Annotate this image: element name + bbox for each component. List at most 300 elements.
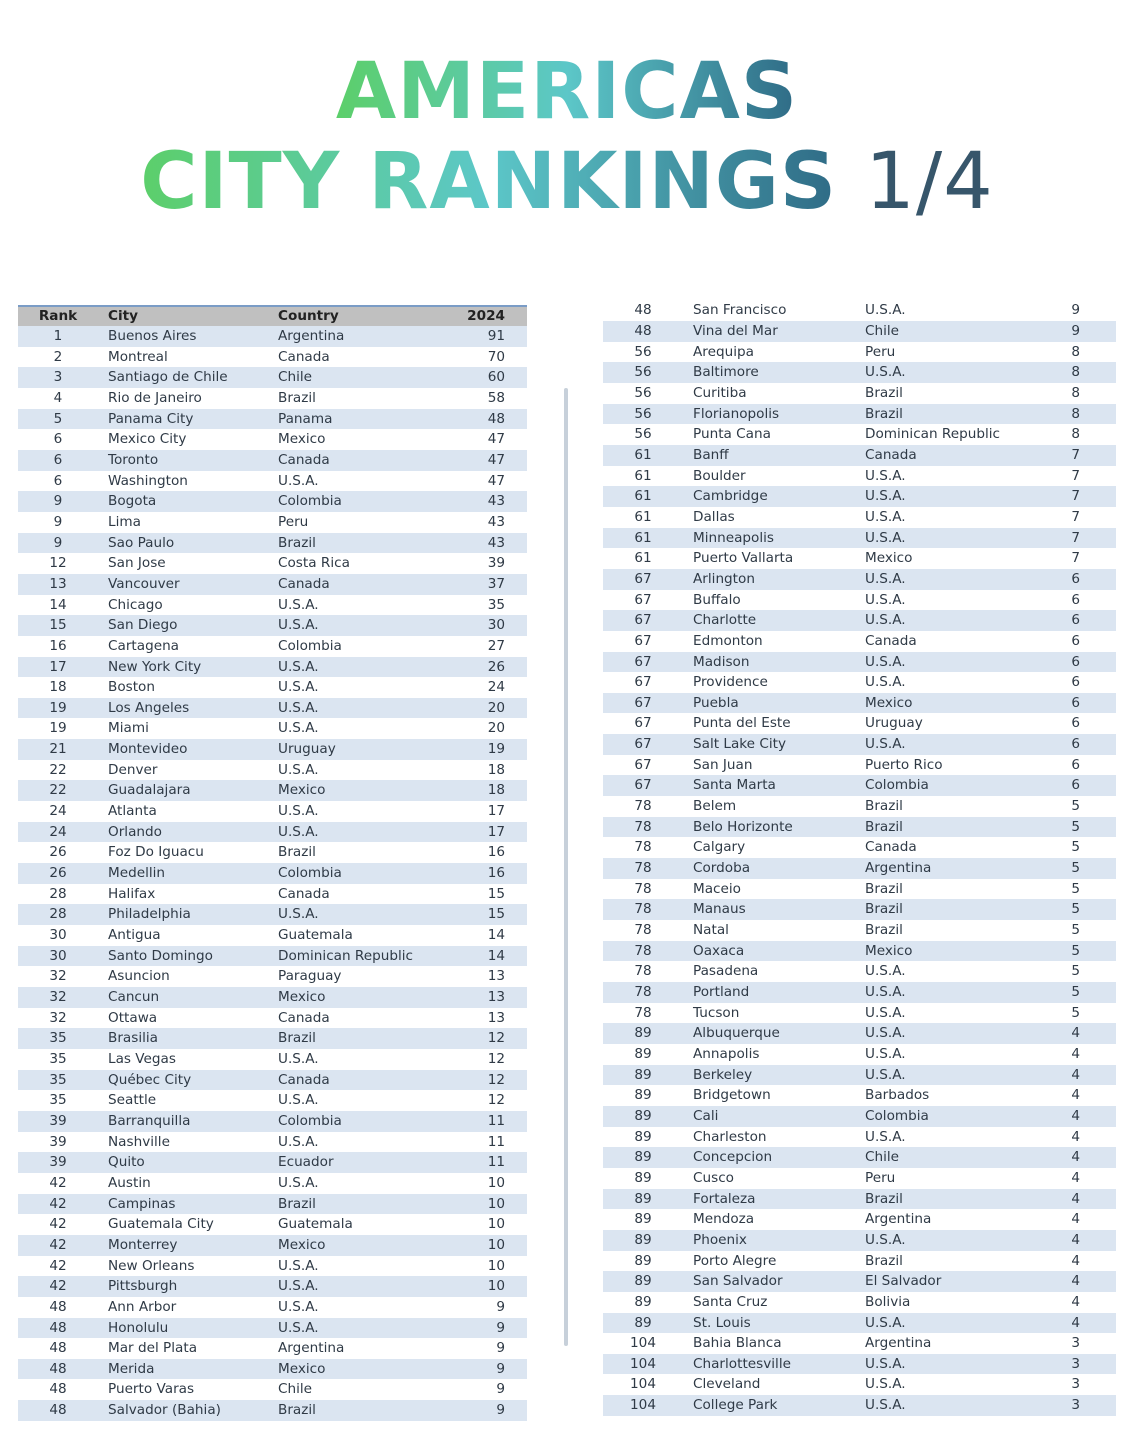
city-cell: Quito	[98, 1152, 274, 1173]
rank-cell: 12	[49, 555, 67, 572]
city-cell: Belo Horizonte	[683, 817, 861, 838]
score-cell: 6	[1041, 569, 1116, 590]
city-cell: Cleveland	[693, 1376, 761, 1393]
table-row	[603, 507, 1116, 528]
city-cell: Minneapolis	[683, 528, 861, 549]
country-cell: Canada	[274, 450, 454, 471]
score-cell: 17	[487, 803, 505, 820]
rank-cell: 61	[603, 528, 683, 549]
rank-cell: 89	[603, 1023, 683, 1044]
score-cell: 20	[454, 698, 527, 719]
country-cell: U.S.A.	[274, 1318, 454, 1339]
score-cell: 5	[1041, 941, 1116, 962]
country-cell: U.S.A.	[865, 467, 906, 484]
city-cell: Cartagena	[108, 637, 180, 654]
country-cell: U.S.A.	[865, 963, 906, 980]
country-cell: Chile	[861, 1147, 1041, 1168]
table-row	[603, 1065, 1116, 1086]
table-row	[603, 1023, 1116, 1044]
score-cell: 8	[1071, 384, 1080, 401]
score-cell: 14	[454, 946, 527, 967]
table-row	[603, 548, 1116, 569]
country-cell: Uruguay	[865, 715, 923, 732]
score-cell: 91	[454, 326, 527, 347]
table-row	[18, 1338, 527, 1359]
city-cell: Rio de Janeiro	[108, 389, 202, 406]
city-cell: Maceio	[693, 880, 741, 897]
rank-cell: 26	[18, 863, 98, 884]
city-cell: Albuquerque	[683, 1023, 861, 1044]
score-cell: 16	[487, 844, 505, 861]
city-cell: Annapolis	[693, 1045, 760, 1062]
table-row	[18, 533, 527, 554]
rank-cell: 67	[634, 632, 652, 649]
city-cell: San Juan	[693, 756, 753, 773]
score-cell: 4	[1071, 1211, 1080, 1228]
table-row	[18, 904, 527, 925]
rank-cell: 78	[603, 858, 683, 879]
rank-cell: 89	[603, 1147, 683, 1168]
country-cell: Canada	[274, 574, 454, 595]
score-cell: 4	[1041, 1147, 1116, 1168]
city-cell: Santa Marta	[683, 775, 861, 796]
table-row	[18, 718, 527, 739]
rank-cell: 89	[603, 1271, 683, 1292]
city-cell: St. Louis	[683, 1313, 861, 1334]
city-cell: San Jose	[108, 555, 166, 572]
score-cell: 5	[1041, 982, 1116, 1003]
table-row	[603, 1271, 1116, 1292]
score-cell: 11	[454, 1111, 527, 1132]
score-cell: 43	[454, 533, 527, 554]
city-cell: Merida	[98, 1359, 274, 1380]
rank-cell: 78	[634, 922, 652, 939]
country-cell: Brazil	[861, 899, 1041, 920]
country-cell: Peru	[278, 513, 309, 530]
rank-cell: 48	[49, 1381, 67, 1398]
country-cell: Costa Rica	[278, 555, 350, 572]
table-row	[18, 326, 527, 347]
page-indicator: 1/4	[865, 137, 994, 227]
score-cell: 6	[1041, 610, 1116, 631]
score-cell: 9	[1071, 302, 1080, 319]
table-row	[18, 1028, 527, 1049]
country-cell: U.S.A.	[861, 610, 1041, 631]
rank-cell: 89	[634, 1128, 652, 1145]
country-cell: Barbados	[865, 1087, 930, 1104]
country-cell: Argentina	[274, 326, 454, 347]
city-cell: Bogota	[98, 491, 274, 512]
rank-cell: 89	[634, 1169, 652, 1186]
rank-cell: 89	[603, 1106, 683, 1127]
city-cell: Mar del Plata	[108, 1340, 198, 1357]
city-cell: Buffalo	[693, 591, 741, 608]
score-cell: 9	[454, 1318, 527, 1339]
table-row	[603, 920, 1116, 941]
city-cell: Las Vegas	[108, 1050, 176, 1067]
score-cell: 37	[454, 574, 527, 595]
score-cell: 5	[1071, 963, 1080, 980]
score-cell: 11	[454, 1152, 527, 1173]
country-cell: Peru	[865, 1169, 896, 1186]
rank-cell: 67	[603, 734, 683, 755]
score-cell: 6	[1071, 756, 1080, 773]
rank-cell: 4	[53, 389, 63, 406]
country-cell: Uruguay	[274, 739, 454, 760]
table-header-row	[18, 306, 527, 326]
city-cell: Austin	[108, 1174, 151, 1191]
country-cell: U.S.A.	[278, 761, 319, 778]
table-row	[18, 884, 527, 905]
country-cell: U.S.A.	[865, 674, 906, 691]
city-cell: Concepcion	[683, 1147, 861, 1168]
rank-cell: 78	[634, 963, 652, 980]
city-cell: San Salvador	[683, 1271, 861, 1292]
rank-cell: 42	[49, 1216, 67, 1233]
city-cell: Porto Alegre	[693, 1252, 777, 1269]
rank-cell: 22	[18, 780, 98, 801]
table-row	[603, 1147, 1116, 1168]
country-cell: Mexico	[865, 550, 913, 567]
country-cell: U.S.A.	[861, 1395, 1041, 1416]
table-row	[18, 615, 527, 636]
table-row	[603, 1003, 1116, 1024]
score-cell: 4	[1071, 1087, 1080, 1104]
city-cell: Bridgetown	[693, 1087, 771, 1104]
country-cell: Brazil	[274, 1028, 454, 1049]
country-cell: U.S.A.	[274, 657, 454, 678]
score-cell: 4	[1041, 1106, 1116, 1127]
score-cell: 27	[487, 637, 505, 654]
table-row	[603, 528, 1116, 549]
country-cell: Brazil	[865, 922, 903, 939]
table-row	[18, 760, 527, 781]
rank-cell: 78	[634, 798, 652, 815]
city-cell: Manaus	[683, 899, 861, 920]
score-cell: 4	[1041, 1313, 1116, 1334]
country-cell: U.S.A.	[278, 803, 319, 820]
score-cell: 4	[1071, 1128, 1080, 1145]
table-row	[603, 879, 1116, 900]
table-row	[18, 1400, 527, 1421]
table-row	[18, 1318, 527, 1339]
score-cell: 9	[496, 1381, 505, 1398]
country-cell: Argentina	[865, 1211, 932, 1228]
score-cell: 14	[487, 927, 505, 944]
table-row	[18, 801, 527, 822]
rank-cell: 18	[49, 679, 67, 696]
country-cell: Brazil	[865, 384, 903, 401]
table-row	[18, 471, 527, 492]
city-cell: Vina del Mar	[683, 321, 861, 342]
table-row	[18, 450, 527, 471]
rank-cell: 32	[49, 968, 67, 985]
table-row	[603, 1354, 1116, 1375]
city-cell: Pasadena	[693, 963, 759, 980]
score-cell: 4	[1071, 1293, 1080, 1310]
score-cell: 7	[1071, 550, 1080, 567]
page-title-line1	[0, 47, 1134, 137]
table-row	[603, 342, 1116, 363]
score-cell: 11	[487, 1133, 505, 1150]
city-cell: Santo Domingo	[98, 946, 274, 967]
country-cell: U.S.A.	[865, 1128, 906, 1145]
city-cell: Los Angeles	[98, 698, 274, 719]
score-cell: 58	[487, 389, 505, 406]
table-row	[603, 1313, 1116, 1334]
rank-cell: 78	[603, 817, 683, 838]
score-cell: 13	[487, 1009, 505, 1026]
rank-cell: 89	[603, 1313, 683, 1334]
country-cell: U.S.A.	[865, 508, 906, 525]
rank-cell: 39	[49, 1133, 67, 1150]
rank-cell: 78	[603, 941, 683, 962]
rank-cell: 48	[18, 1400, 98, 1421]
rank-cell: 26	[49, 844, 67, 861]
score-cell: 7	[1071, 467, 1080, 484]
rank-cell: 30	[18, 946, 98, 967]
score-cell: 47	[454, 450, 527, 471]
table-row	[18, 1008, 527, 1029]
country-cell: U.S.A.	[861, 1354, 1041, 1375]
score-cell: 47	[487, 431, 505, 448]
score-cell: 10	[454, 1194, 527, 1215]
rank-cell: 104	[630, 1376, 656, 1393]
city-cell: New Orleans	[108, 1257, 195, 1274]
city-cell: Boston	[108, 679, 155, 696]
country-cell: Canada	[278, 348, 330, 365]
rank-cell: 61	[603, 486, 683, 507]
country-cell: U.S.A.	[278, 1257, 319, 1274]
table-row	[18, 574, 527, 595]
city-cell: Santa Cruz	[693, 1293, 768, 1310]
city-cell: Edmonton	[693, 632, 763, 649]
rank-cell: 48	[49, 1298, 67, 1315]
rank-cell: 28	[18, 904, 98, 925]
country-cell: U.S.A.	[274, 822, 454, 843]
score-cell: 17	[454, 822, 527, 843]
score-cell: 5	[1071, 1004, 1080, 1021]
table-row	[18, 677, 527, 698]
country-cell: Brazil	[274, 1194, 454, 1215]
rank-cell: 16	[49, 637, 67, 654]
rank-cell: 89	[634, 1045, 652, 1062]
table-row	[603, 941, 1116, 962]
table-row	[603, 1044, 1116, 1065]
rank-cell: 67	[634, 756, 652, 773]
city-cell: Cali	[683, 1106, 861, 1127]
score-cell: 43	[487, 513, 505, 530]
city-cell: Foz Do Iguacu	[108, 844, 204, 861]
city-cell: Medellin	[98, 863, 274, 884]
table-row	[603, 1395, 1116, 1416]
score-cell: 30	[454, 615, 527, 636]
city-cell: Barranquilla	[98, 1111, 274, 1132]
rank-cell: 67	[603, 652, 683, 673]
score-cell: 5	[1071, 839, 1080, 856]
table-row	[18, 636, 527, 657]
table-row	[18, 842, 527, 863]
country-cell: Peru	[865, 343, 896, 360]
table-row	[18, 347, 527, 368]
city-cell: Dallas	[693, 508, 735, 525]
table-row	[18, 1111, 527, 1132]
rank-cell: 32	[49, 1009, 67, 1026]
table-row	[603, 796, 1116, 817]
city-cell: Punta del Este	[693, 715, 791, 732]
table-row	[603, 693, 1116, 714]
title-text-americas: AMERICAS	[335, 47, 799, 137]
score-cell: 4	[1071, 1169, 1080, 1186]
city-cell: Berkeley	[683, 1065, 861, 1086]
country-cell: Canada	[278, 1009, 330, 1026]
city-cell: Campinas	[98, 1194, 274, 1215]
title-text-city-rankings: CITY RANKINGS	[140, 137, 838, 227]
table-row	[18, 1070, 527, 1091]
table-row	[18, 1235, 527, 1256]
country-cell: U.S.A.	[861, 1065, 1041, 1086]
city-cell: Orlando	[98, 822, 274, 843]
table-row	[603, 383, 1116, 404]
score-cell: 5	[1041, 899, 1116, 920]
country-cell: Colombia	[274, 863, 454, 884]
city-cell: Arequipa	[693, 343, 754, 360]
rankings-body-right	[603, 300, 1116, 1416]
table-row	[18, 822, 527, 843]
score-cell: 12	[454, 1070, 527, 1091]
table-row	[18, 409, 527, 430]
country-cell: Mexico	[278, 431, 326, 448]
table-row	[18, 946, 527, 967]
country-cell: U.S.A.	[865, 1004, 906, 1021]
country-cell: U.S.A.	[274, 698, 454, 719]
table-row	[18, 925, 527, 946]
country-cell: U.S.A.	[861, 1230, 1041, 1251]
score-cell: 10	[454, 1276, 527, 1297]
table-row	[18, 1173, 527, 1194]
city-cell: Pittsburgh	[98, 1276, 274, 1297]
rank-cell: 9	[18, 533, 98, 554]
table-row	[603, 982, 1116, 1003]
rank-cell: 1	[18, 326, 98, 347]
table-row	[18, 1297, 527, 1318]
score-cell: 7	[1041, 445, 1116, 466]
score-cell: 6	[1041, 652, 1116, 673]
rank-cell: 56	[634, 343, 652, 360]
table-row	[603, 424, 1116, 445]
score-cell: 9	[496, 1340, 505, 1357]
country-cell: Brazil	[865, 880, 903, 897]
score-cell: 10	[454, 1235, 527, 1256]
rank-cell: 6	[53, 472, 63, 489]
country-cell: Canada	[861, 445, 1041, 466]
rank-cell: 67	[603, 569, 683, 590]
country-cell: Argentina	[278, 1340, 345, 1357]
table-row	[18, 1256, 527, 1277]
table-row	[603, 590, 1116, 611]
country-cell: Guatemala	[278, 927, 353, 944]
rank-cell: 5	[18, 409, 98, 430]
score-cell: 6	[1071, 591, 1080, 608]
city-cell: Banff	[683, 445, 861, 466]
score-cell: 13	[487, 968, 505, 985]
score-cell: 4	[1071, 1252, 1080, 1269]
city-cell: Bahia Blanca	[693, 1335, 782, 1352]
country-cell: Dominican Republic	[274, 946, 454, 967]
score-cell: 47	[487, 472, 505, 489]
city-cell: Seattle	[108, 1092, 157, 1109]
rank-cell: 56	[603, 404, 683, 425]
table-row	[18, 780, 527, 801]
rank-cell: 48	[603, 321, 683, 342]
country-cell: Mexico	[274, 1235, 454, 1256]
rank-cell: 42	[49, 1174, 67, 1191]
table-row	[603, 1292, 1116, 1313]
city-cell: Ann Arbor	[108, 1298, 177, 1315]
table-row	[603, 466, 1116, 487]
country-cell: U.S.A.	[278, 1298, 319, 1315]
rank-cell: 19	[18, 698, 98, 719]
rank-cell: 48	[634, 302, 652, 319]
rank-cell: 3	[18, 367, 98, 388]
score-cell: 8	[1071, 343, 1080, 360]
table-row	[603, 817, 1116, 838]
rank-cell: 42	[18, 1276, 98, 1297]
city-cell: Brasilia	[98, 1028, 274, 1049]
score-cell: 5	[1071, 922, 1080, 939]
rank-cell: 104	[630, 1335, 656, 1352]
city-cell: Toronto	[98, 450, 274, 471]
country-cell: U.S.A.	[861, 362, 1041, 383]
city-cell: Phoenix	[683, 1230, 861, 1251]
rank-cell: 89	[603, 1189, 683, 1210]
rankings-table-left	[18, 305, 527, 1421]
table-row	[18, 595, 527, 616]
rank-cell: 67	[634, 591, 652, 608]
score-cell: 12	[487, 1050, 505, 1067]
rank-cell: 30	[49, 927, 67, 944]
city-cell: Tucson	[693, 1004, 740, 1021]
city-cell: Puerto Vallarta	[693, 550, 794, 567]
score-cell: 7	[1071, 508, 1080, 525]
score-cell: 35	[487, 596, 505, 613]
rank-cell: 104	[603, 1354, 683, 1375]
rank-cell: 17	[18, 657, 98, 678]
rank-cell: 42	[18, 1235, 98, 1256]
score-cell: 15	[454, 904, 527, 925]
country-cell: Canada	[278, 885, 330, 902]
city-cell: College Park	[683, 1395, 861, 1416]
table-row	[603, 486, 1116, 507]
country-cell: El Salvador	[861, 1271, 1041, 1292]
score-cell: 48	[454, 409, 527, 430]
score-cell: 6	[1071, 632, 1080, 649]
country-cell: U.S.A.	[278, 720, 319, 737]
table-row	[603, 362, 1116, 383]
table-row	[603, 961, 1116, 982]
city-cell: Montevideo	[98, 739, 274, 760]
country-cell: U.S.A.	[274, 1276, 454, 1297]
rank-cell: 9	[18, 491, 98, 512]
country-cell: Argentina	[861, 858, 1041, 879]
table-row	[603, 1168, 1116, 1189]
city-cell: Santiago de Chile	[98, 367, 274, 388]
city-cell: Salt Lake City	[683, 734, 861, 755]
rank-cell: 56	[634, 426, 652, 443]
rank-cell: 39	[18, 1152, 98, 1173]
country-cell: Colombia	[278, 637, 342, 654]
city-cell: Cusco	[693, 1169, 734, 1186]
